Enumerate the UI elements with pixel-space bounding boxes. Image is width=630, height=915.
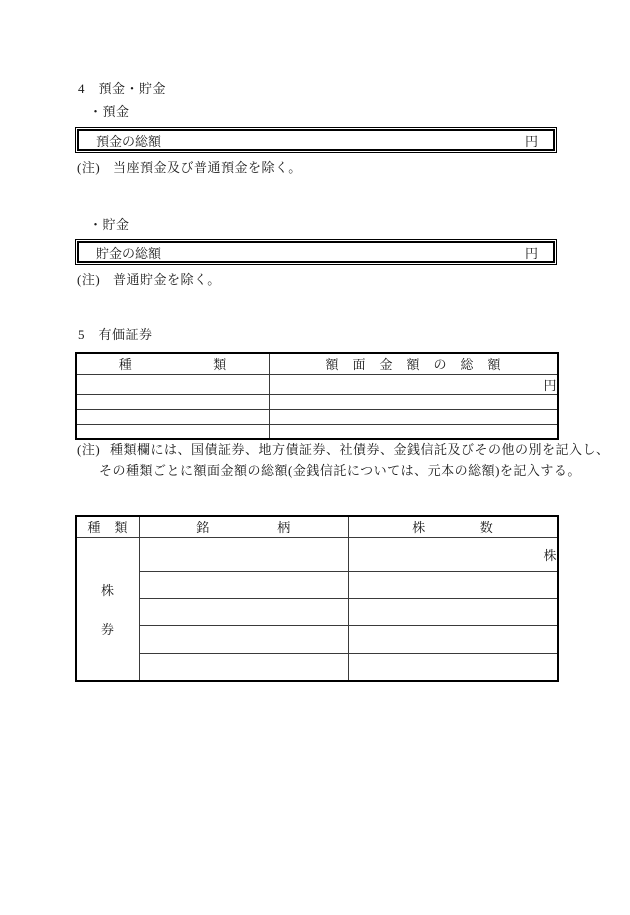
stocks-type-header: 種 類 xyxy=(76,516,139,537)
chokin-total-label: 貯金の総額 xyxy=(96,245,162,261)
empty-cell xyxy=(76,424,269,439)
chokin-note-text: 普通貯金を除く。 xyxy=(113,272,221,287)
table-row xyxy=(76,409,558,424)
securities-header-row xyxy=(76,353,558,374)
empty-cell xyxy=(139,626,348,653)
securities-unit-yen: 円 xyxy=(269,374,558,394)
empty-cell xyxy=(348,571,558,598)
stocks-table xyxy=(75,515,559,682)
table-row xyxy=(76,598,558,625)
stocks-unit-kabu: 株 xyxy=(348,537,558,571)
table-row xyxy=(76,653,558,680)
securities-note-line2: その種類ごとに額面金額の総額(金銭信託については、元本の総額)を記入する。 xyxy=(99,463,581,478)
table-row xyxy=(76,424,558,439)
chokin-unit-yen: 円 xyxy=(524,245,538,261)
empty-cell xyxy=(139,653,348,680)
empty-cell xyxy=(76,409,269,424)
stocks-category-char-ken: 券 xyxy=(100,621,115,637)
yokin-note-text: 当座預金及び普通預金を除く。 xyxy=(113,160,302,175)
section5-heading: 5 有価証券 xyxy=(78,327,153,342)
stocks-header-row xyxy=(76,516,558,537)
empty-cell xyxy=(76,374,269,394)
empty-cell xyxy=(269,394,558,409)
table-row xyxy=(76,394,558,409)
empty-cell xyxy=(269,409,558,424)
securities-note-prefix: (注) xyxy=(77,442,101,457)
empty-cell xyxy=(269,424,558,439)
chokin-note-prefix: (注) xyxy=(77,272,101,287)
table-row xyxy=(76,374,558,394)
empty-cell xyxy=(348,598,558,625)
yokin-unit-yen: 円 xyxy=(524,133,538,149)
chokin-total-box xyxy=(75,239,557,265)
empty-cell xyxy=(139,598,348,625)
stocks-category-cell xyxy=(76,537,139,681)
stocks-shares-header: 株 数 xyxy=(348,516,558,537)
section4-chokin-label: ・貯金 xyxy=(89,217,130,232)
empty-cell xyxy=(348,653,558,680)
empty-cell xyxy=(139,537,348,571)
stocks-category-char-kabu: 株 xyxy=(100,582,115,598)
section4-yokin-label: ・預金 xyxy=(89,104,130,119)
securities-amount-header: 額 面 金 額 の 総 額 xyxy=(269,353,558,374)
securities-type-header: 種 類 xyxy=(76,353,269,374)
yokin-total-box xyxy=(75,127,557,153)
yokin-total-label: 預金の総額 xyxy=(96,133,162,149)
stocks-issue-header: 銘 柄 xyxy=(139,516,348,537)
empty-cell xyxy=(76,394,269,409)
table-row xyxy=(76,626,558,653)
table-row xyxy=(76,571,558,598)
empty-cell xyxy=(348,626,558,653)
yokin-note-prefix: (注) xyxy=(77,160,101,175)
table-row xyxy=(76,537,558,571)
section4-heading: 4 預金・貯金 xyxy=(78,81,167,96)
securities-note-line1: 種類欄には、国債証券、地方債証券、社債券、金銭信託及びその他の別を記入し、 xyxy=(110,442,610,457)
securities-table xyxy=(75,352,559,440)
empty-cell xyxy=(139,571,348,598)
